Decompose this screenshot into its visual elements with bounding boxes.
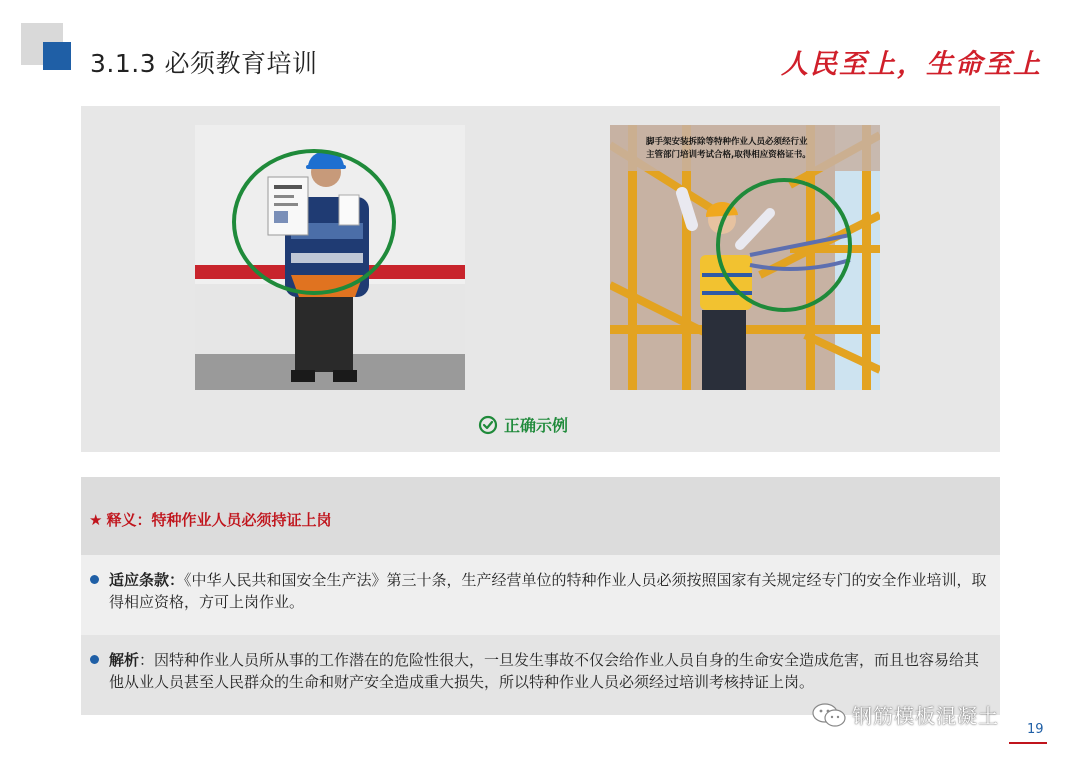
clause-paragraph bbox=[109, 569, 993, 613]
analysis-label: 解析 bbox=[109, 651, 140, 669]
check-circle-icon bbox=[478, 415, 498, 435]
correct-example bbox=[478, 413, 568, 436]
definition-label: 释义： bbox=[106, 511, 152, 529]
clause-box bbox=[81, 555, 1000, 635]
analysis-text: ：因特种作业人员所从事的工作潜在的危险性很大，一旦发生事故不仅会给作业人员自身的生命安全造成危害，而且也容易给其他从业人员甚至人民群众的生命和财产安全造成重大损失，所以特种作业人员必须经过培训考核持证上岗。 bbox=[109, 651, 980, 691]
illustration-caption-line2: 主管部门培训考试合格,取得相应资格证书。 bbox=[646, 150, 811, 160]
slogan: 人民至上，生命至上 bbox=[781, 49, 1042, 80]
worker-certificate-photo bbox=[195, 125, 465, 390]
bullet-icon bbox=[90, 655, 99, 664]
definition-text: 特种作业人员必须持证上岗 bbox=[151, 511, 332, 529]
clause-text: 《中华人民共和国安全生产法》第三十条，生产经营单位的特种作业人员必须按照国家有关规定经专门的安全作业培训，取得相应资格，方可上岗作业。 bbox=[109, 571, 987, 611]
photo-panel bbox=[81, 106, 1000, 452]
section-title: 3.1.3 必须教育培训 bbox=[90, 49, 318, 78]
page-number: 19 bbox=[1027, 722, 1044, 737]
decorative-blue-square bbox=[43, 42, 71, 70]
illustration-caption-line1: 脚手架安装拆除等特种作业人员必须经行业 bbox=[646, 137, 808, 147]
watermark bbox=[812, 700, 999, 729]
clause-label: 适应条款： bbox=[109, 571, 185, 589]
definition-line bbox=[89, 509, 331, 530]
scaffold-illustration bbox=[610, 125, 880, 390]
wechat-icon bbox=[812, 702, 846, 728]
page-underline bbox=[1009, 742, 1047, 744]
star-icon: ★ bbox=[89, 511, 103, 529]
analysis-paragraph bbox=[109, 649, 993, 693]
bullet-icon bbox=[90, 575, 99, 584]
watermark-text: 钢筋模板混凝土 bbox=[852, 704, 999, 728]
definition-box bbox=[81, 477, 1000, 555]
correct-example-label: 正确示例 bbox=[504, 416, 569, 435]
